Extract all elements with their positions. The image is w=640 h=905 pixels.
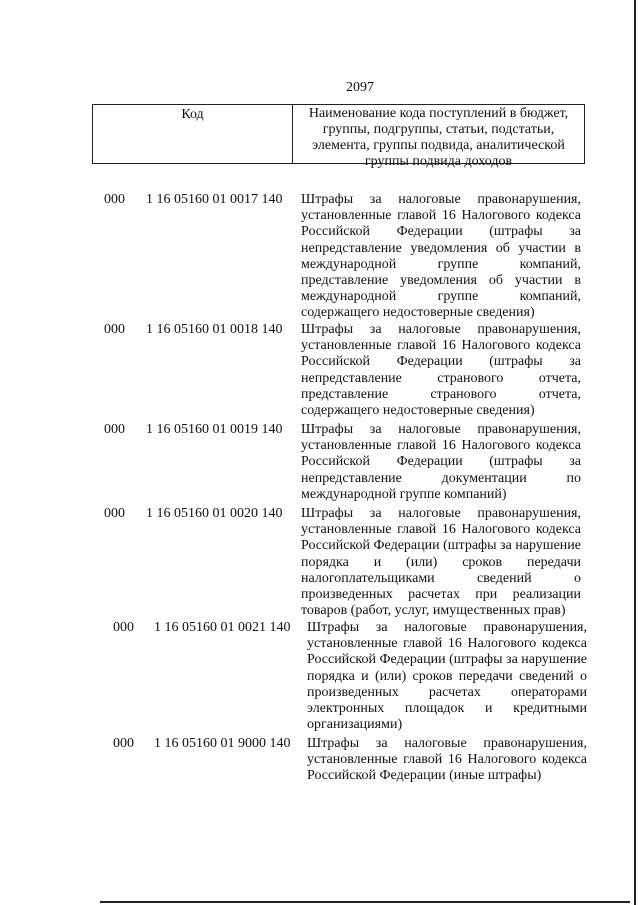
- page-number: 2097: [346, 80, 374, 95]
- income-code: 1 16 05160 01 0017 140: [146, 192, 283, 207]
- income-description: Штрафы за налоговые правонарушения, установленные главой 16 Налогового кодекса Российской Федерации (штрафы за нарушение порядка и (или) сроков передачи налогоплательщиками сведений о произведенных расчетах при реализации товаров (работ, услуг, имущественных прав): [301, 506, 581, 619]
- admin-code: 000: [104, 422, 125, 437]
- income-code: 1 16 05160 01 0018 140: [146, 322, 283, 337]
- income-code: 1 16 05160 01 0020 140: [146, 506, 283, 521]
- table-header: [92, 104, 585, 169]
- income-description: Штрафы за налоговые правонарушения, установленные главой 16 Налогового кодекса Российской Федерации (штрафы за нарушение порядка и (или) сроков передачи сведений о произведенных расчетах операторами электронных площадок и кредитными организациями): [307, 620, 587, 733]
- header-code-label: Код: [93, 105, 293, 163]
- income-code: 1 16 05160 01 0021 140: [154, 620, 291, 635]
- income-description: Штрафы за налоговые правонарушения, установленные главой 16 Налогового кодекса Российской Федерации (штрафы за непредставление странового отчета, представление странового отчета, содержащего недостоверные сведения): [301, 322, 581, 419]
- admin-code: 000: [113, 620, 134, 635]
- income-code: 1 16 05160 01 0019 140: [146, 422, 283, 437]
- header-name-label: Наименование кода поступлений в бюджет, группы, подгруппы, статьи, подстатьи, элемента, группы подвида, аналитической группы подвида доходов: [308, 106, 569, 169]
- income-code: 1 16 05160 01 9000 140: [154, 736, 291, 751]
- admin-code: 000: [113, 736, 134, 751]
- admin-code: 000: [104, 192, 125, 207]
- scan-bottom-line: [100, 901, 630, 903]
- admin-code: 000: [104, 506, 125, 521]
- income-description: Штрафы за налоговые правонарушения, установленные главой 16 Налогового кодекса Российской Федерации (штрафы за непредставление документации по международной группе компаний): [301, 422, 581, 502]
- income-description: Штрафы за налоговые правонарушения, установленные главой 16 Налогового кодекса Российской Федерации (иные штрафы): [307, 736, 587, 784]
- income-description: Штрафы за налоговые правонарушения, установленные главой 16 Налогового кодекса Российской Федерации (штрафы за непредставление уведомления об участии в международной группе компаний, представление уведомления об участии в международной группе компаний, содержащего недостоверные сведения): [301, 192, 581, 321]
- scan-edge-line: [634, 0, 636, 905]
- admin-code: 000: [104, 322, 125, 337]
